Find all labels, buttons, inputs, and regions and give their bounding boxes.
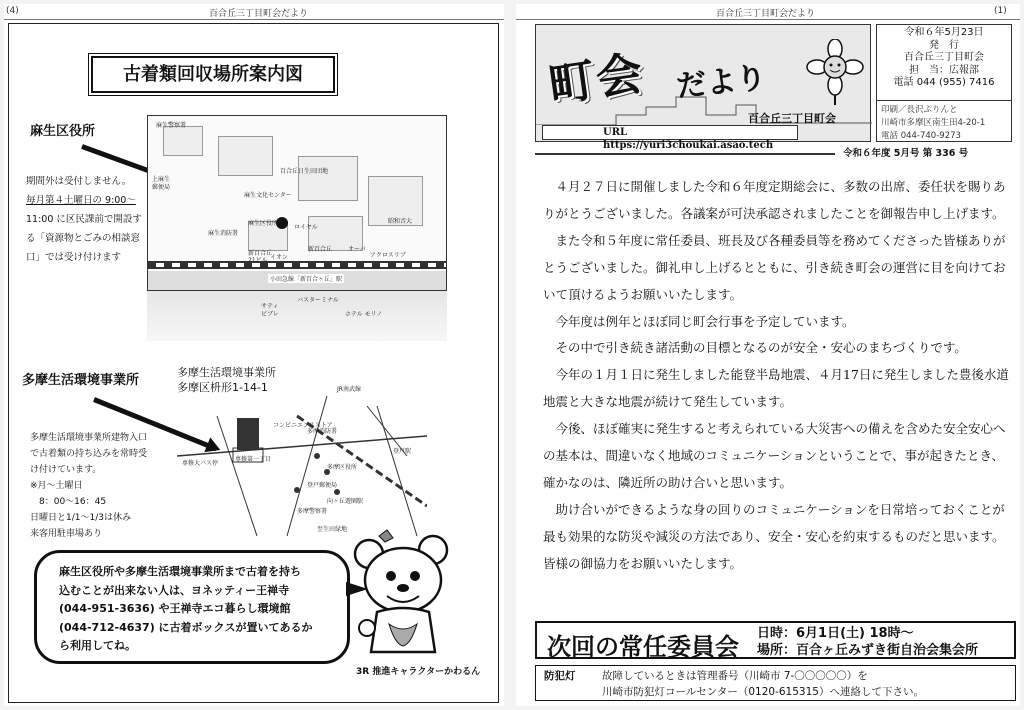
header-rule <box>4 19 504 20</box>
note-line: 8：00～16：45 <box>30 497 107 507</box>
article-body <box>543 174 1015 578</box>
left-page <box>4 4 504 706</box>
map-label: 新百合丘 <box>248 250 273 257</box>
masthead <box>535 24 871 151</box>
map-label: ホテル モリノ <box>345 311 383 318</box>
bubble-line: ら利用してね。 <box>59 639 136 652</box>
bubble-line: 麻生区役所や多摩生活環境事業所まで古着を持ち <box>59 565 301 578</box>
streetlight-text <box>602 668 924 700</box>
map-label: バスターミナル <box>297 297 339 304</box>
header-rule <box>516 19 1020 20</box>
mascot-label: 3R 推進キャラクターかわるん <box>356 667 481 677</box>
map-label: 多摩区役所 <box>327 464 358 471</box>
note-line: 毎月第４土曜日の 9:00～ <box>26 195 136 206</box>
issue-number: 令和６年度 5月号 第 336 号 <box>843 148 969 159</box>
map-label: 百合丘日生田団地 <box>280 168 329 175</box>
map-label: 麻生警察署 <box>156 122 187 129</box>
location2-name: 多摩生活環境事業所 <box>22 373 140 388</box>
map-label: イオン <box>270 254 288 261</box>
article-paragraph: 今年の１月１日に発生しました能登半島地震、４月17日に発生しました豊後水道地震と大きな地震が続けて発生しています。 <box>543 367 1009 410</box>
map-label: コンビニエンスストア <box>273 422 333 429</box>
bubble-line: (044-951-3636) や王禅寺エコ暮らし環境館 <box>59 602 291 615</box>
map2-address: 多摩区枡形1-14-1 <box>177 381 268 394</box>
info-line: 印刷／長沢ぷりんと <box>881 105 958 115</box>
logo-subtitle: だより <box>674 60 768 105</box>
meeting-details <box>757 625 978 659</box>
article-paragraph: その中で引き続き諸活動の目標となるのが安全・安心のまちづくりです。 <box>555 340 967 356</box>
map-label: 登戸駅 <box>393 448 412 455</box>
note-line: る「資源物とごみの相談窓 <box>26 233 141 244</box>
info-line: 百合丘三丁目町会 <box>904 52 984 63</box>
mascot-kawarun-icon <box>349 528 459 658</box>
note-line: 来客用駐車場あり <box>30 529 103 539</box>
url-label: URL <box>603 127 628 138</box>
note-line: 多摩生活環境事業所建物入口 <box>30 433 148 443</box>
meeting-date: 日時：6月1日(土) 18時～ <box>757 626 914 641</box>
website-url <box>542 125 798 151</box>
logo-title: 町会 <box>545 45 648 113</box>
page-number: (1) <box>994 6 1007 16</box>
meeting-title: 次回の常任委員会 <box>547 633 739 661</box>
bubble-line: 込むことが出来ない人は、ヨネッティー王禅寺 <box>59 583 290 597</box>
info-line: 電話 044 (955) 7416 <box>893 77 995 88</box>
sunflower-icon <box>806 39 864 105</box>
map-label: 登戸郵便局 <box>307 482 338 489</box>
note-line: け付けています。 <box>30 465 102 475</box>
map-label: 新百合丘 <box>308 246 333 253</box>
map-label: ビブレ <box>261 311 279 318</box>
article-paragraph: ４月２７日に開催しました令和６年度定期総会に、多数の出席、委任状を賜りありがとうございました。各議案が可決承認されましたことを御報告申し上げます。 <box>543 179 1006 221</box>
note-line: 期間外は受付しません。 <box>26 176 132 187</box>
map-block <box>218 136 273 176</box>
info-line: 令和６年5月23日 <box>904 27 984 38</box>
url-link[interactable]: https://yuri3choukai.asao.tech <box>603 140 774 151</box>
article-paragraph: 今年度は例年とほぼ同じ町会行事を予定しています。 <box>555 313 855 329</box>
streetlight-line: 故障しているときは管理番号（川崎市 7-〇〇〇〇〇）を <box>602 670 868 682</box>
location1-name: 麻生区役所 <box>30 124 96 139</box>
streetlight-label: 防犯灯 <box>544 670 576 682</box>
map-block <box>163 126 203 156</box>
map2-title: 多摩生活環境事業所 <box>177 366 276 379</box>
note-line: 日曜日と1/1～1/3は休み <box>30 513 131 523</box>
railway-line <box>148 261 447 269</box>
map-block <box>298 156 358 201</box>
running-header: 百合丘三丁目町会だより <box>209 9 309 19</box>
map-label: 専修大バス停 <box>182 460 219 467</box>
map-label: ロイヤル <box>294 224 318 231</box>
issue-rule <box>535 153 835 155</box>
map-lower-area <box>147 291 447 341</box>
publisher-info <box>877 25 1011 101</box>
map-label: サティ <box>261 303 279 310</box>
location1-notes <box>26 172 142 267</box>
map-label: 多摩警察署 <box>297 508 328 515</box>
next-meeting-box <box>535 621 1016 659</box>
article-paragraph: 助け合いができるような身の回りのコミュニケーションを日常培っておくことが最も効果的な防災や減災の方法であり、安全・安心を約束するものだと思います。 皆様の御協力をお願いいたします。 <box>543 501 1011 571</box>
article-paragraph: 今後、ほぼ確実に発生すると考えられている大災害への備えを含めた安全安心への基本は、間違いなく地域のコミュニケーションということで、事が起きたとき、確かなのは、隣近所の助け合いと思います。 <box>543 421 1006 490</box>
map-label: 麻生区役所 <box>248 220 279 227</box>
map-label: 昭和音大 <box>388 218 413 225</box>
map-label: オーパ <box>348 246 366 253</box>
map-label: 麻生文化センター <box>244 192 292 199</box>
streetlight-line: 川崎市防犯灯コールセンター（0120-615315）へ連絡して下さい。 <box>602 686 924 698</box>
meeting-place: 場所：百合ヶ丘みずき街自治会集会所 <box>757 643 979 658</box>
speech-bubble <box>34 550 350 664</box>
right-page <box>516 4 1020 706</box>
map-label: JR南武線 <box>337 386 361 393</box>
map-label: 至生田緑地 <box>317 526 348 533</box>
map-label: 向ヶ丘遊園駅 <box>327 498 364 505</box>
map-label: 専修第一丁目 <box>235 456 272 463</box>
map-label: 上麻生 <box>152 176 171 183</box>
location2-notes <box>30 430 147 542</box>
note-line: 口」では受け付けます <box>26 252 122 263</box>
map-asao-ward-office <box>147 115 447 291</box>
info-line: 電話 044-740-9273 <box>881 131 961 141</box>
page-number: (4) <box>6 6 19 16</box>
map-label: アクロスリブ <box>370 252 406 259</box>
info-line: 発 行 <box>929 39 959 51</box>
article-paragraph: また令和５年度に常任委員、班長及び各種委員等を務めてくださった皆様ありがとうございました。御礼申し上げるとともに、引き続き町会の運営に目を向けておいて頂けるようお願いいたします。 <box>543 232 1006 302</box>
bubble-line: (044-712-4637) に古着ボックスが置いてあるか <box>59 620 313 634</box>
note-line: 11:00 に区民課前で開設す <box>26 214 142 225</box>
page-title: 古着類回収場所案内図 <box>91 56 335 93</box>
map-label: 郵便局 <box>152 184 171 191</box>
map-label: 麻生消防署 <box>208 230 239 237</box>
organization-name: 百合丘三丁目町会 <box>748 112 836 125</box>
running-header: 百合丘三丁目町会だより <box>716 9 816 19</box>
streetlight-notice <box>535 665 1016 701</box>
note-line: で古着類の持ち込みを常時受 <box>30 449 148 459</box>
publication-info <box>876 24 1012 142</box>
info-line: 担 当：広報部 <box>909 64 979 76</box>
note-line: ※月～土曜日 <box>30 481 83 491</box>
map-label: 小田急線「新百合ヶ丘」駅 <box>270 276 343 283</box>
map-label: 多摩消防署 <box>307 428 338 435</box>
printer-info <box>877 101 1011 146</box>
info-line: 川崎市多摩区南生田4-20-1 <box>881 118 986 128</box>
